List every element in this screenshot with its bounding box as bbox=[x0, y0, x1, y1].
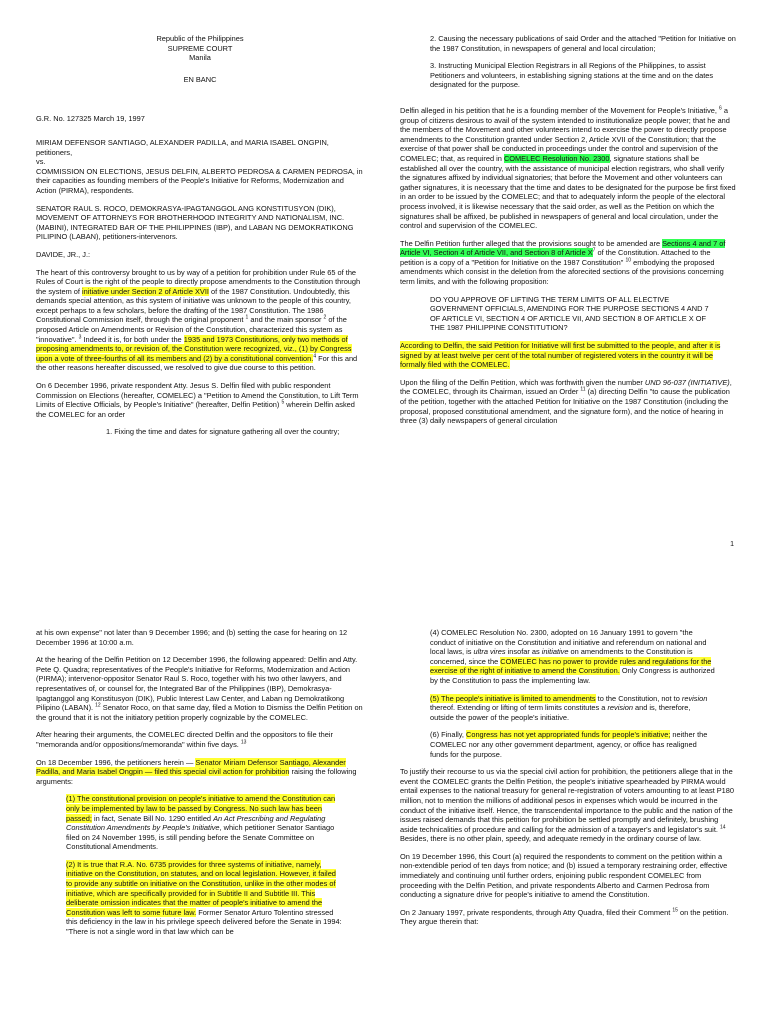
petitioners: MIRIAM DEFENSOR SANTIAGO, ALEXANDER PADILLA, and MARIA ISABEL ONGPIN, petitioners, bbox=[36, 137, 329, 157]
paragraph-delfin-filing: On 6 December 1996, private respondent Atty. Jesus S. Delfin filed with public respondent Commission on Elections (hereafter, COMELEC) a "Petition to Amend the Constitution, to Lift Term Limits of Elective Officials, by People's Initiative" (hereafter, Delfin Petition) $^5$ wherein Delfin asked the COMELEC for an order bbox=[36, 381, 359, 419]
paragraph-submission: According to Delfin, the said Petition for Initiative will first be submitted to the people, and after it is signed by at least twelve per cent of the total number of registered voters in the country it will be formally filed with the COMELEC. bbox=[400, 341, 721, 370]
ponente: DAVIDE, JR., J.: bbox=[36, 249, 91, 259]
intervenors: SENATOR RAUL S. ROCO, DEMOKRASYA-IPAGTANGGOL ANG KONSTITUSYON (DIK), MOVEMENT OF ATTORNEYS FOR BROTHERHOOD INTEGRITY AND NATIONALISM, INC. (MABINI), INTEGRATED BAR OF THE PHILIPPINES (IBP), and LABAN NG DEMOKRATIKONG PILIPINO (LABAN), petitioners-intervenors. bbox=[36, 203, 354, 242]
page2-left-column bbox=[36, 628, 364, 945]
paragraph-provisions: The Delfin Petition further alleged that the provisions sought to be amended are Sections 4 and 7 of Article VI, Section 4 of Article VII, and Section 8 of Article $X^7$ of the Constitution. Attached to the petition is a copy of a "Petition for Initiative on the 1987 Constitution" $^{10}$ embodying the proposed amendments which consist in the deletion from the aforecited sections of the provisions concerning term limits, and with the following proposition: bbox=[400, 238, 726, 287]
argument-4: (4) COMELEC Resolution No. 2300, adopted on 16 January 1991 to govern "the conduct of initiative on the Constitution and initiative and referendum on national and local laws, is ultra vires insofar as initiative on amendments to the Constitution is concerned, since the COMELEC has no power to provide rules and regulations for the exercise of the right of initiative to amend the Constitution. Only Congress is authorized by the Constitution to pass the implementing law. bbox=[430, 628, 715, 685]
page1-left-column bbox=[36, 34, 364, 445]
court-header: Republic of the Philippines SUPREME COURT Manila bbox=[156, 34, 244, 63]
paragraph-delfin-allegation: Delfin alleged in his petition that he is a founding member of the Movement for People's Initiative, $^6$ a group of citizens desirous to avail of the system intended to institutionalize people power; that he and the members of the Movement and other volunteers intend to exercise the power to directly propose amendments to the Constitution granted under Section 2, Article XVII of the Constitution; that the exercise of that power shall be conducted in proceedings under the control and supervision of the COMELEC; that, as required in COMELEC Resolution No. 2300, signature stations shall be established all over the country, with the assistance of municipal election registrars, who shall verify the signatures affixed by individual signatories; that before the Movement and other volunteers can gather signatures, it is necessary that the time and dates to be designated for the purpose be first fixed in an order to be issued by the COMELEC; and that to adequately inform the people of the electoral process involved, it is likewise necessary that the said order, as well as the Petition on which the signatures shall be affixed, be published in newspapers of general and local circulation, under the control and supervision of the COMELEC. bbox=[400, 105, 736, 231]
order-item-2: 2. Causing the necessary publications of said Order and the attached "Petition for Initiative on the 1987 Constitution, in newspapers of general and local circulation; bbox=[430, 34, 736, 53]
paragraph-intro: The heart of this controversy brought to us by way of a petition for prohibition under Rule 65 of the Rules of Court is the right of the people to directly propose amendments to the Constitution through the system of initiative under Section 2 of Article XVII of the 1987 Constitution. Undoubtedly, this demands special attention, as this system of initiative was unknown to the people of this country, except perhaps to a few scholars, before the drafting of the 1987 Constitution. The 1986 Constitutional Commission itself, through the original proponent $^1$ and the main sponsor $^2$ of the proposed Article on Amendments or Revision of the Constitution, characterized this system as "innovative". $^3$ Indeed it is, for both under the 1935 and 1973 Constitutions, only two methods of proposing amendments to, or revision of, the Constitution were recognized, viz., (1) by Congress upon a vote of three-fourths of all its members and (2) by a constitutional convention.$^4$ For this and the other reasons hereafter discussed, we resolved to give due course to this petition. bbox=[36, 267, 361, 373]
paragraph-memoranda: After hearing their arguments, the COMELEC directed Delfin and the oppositors to file their "memoranda and/or oppositions/memoranda" within five days. $^{13}$ bbox=[36, 730, 334, 749]
versus: vs. bbox=[36, 157, 46, 167]
argument-6: (6) Finally, Congress has not yet appropriated funds for people's initiative; neither the COMELEC nor any other government department, agency, or office has realigned funds for the purpose. bbox=[430, 730, 708, 759]
page1-right-column bbox=[400, 34, 736, 434]
page-separator bbox=[0, 570, 768, 618]
argument-2: (2) It is true that R.A. No. 6735 provides for three systems of initiative, namely, initiative on the Constitution, on statutes, and on local legislation. However, it failed to provide any subtitle on initiative on the Constitution, unlike in the other modes of initiative, which are specifically provided for in Subtitle II and Subtitle III. This deliberate omission indicates that the matter of people's initiative to amend the Constitution was left to some future law. Former Senator Arturo Tolentino stressed this deficiency in the law in his privilege speech delivered before the Senate in 1994: "There is not a single word in that law which can be bbox=[66, 859, 342, 937]
page-number: 1 bbox=[730, 541, 734, 548]
paragraph-petitioners-filing: On 18 December 1996, the petitioners herein — Senator Miriam Defensor Santiago, Alexander Padilla, and Maria Isabel Ongpin — filed this special civil action for prohibition raising the following arguments: bbox=[36, 757, 357, 786]
argument-5: (5) The people's initiative is limited to amendments to the Constitution, not to revision thereof. Extending or lifting of term limits constitutes a revision and is, therefore, outside the power of the people's initiative. bbox=[430, 693, 708, 722]
paragraph-hearing: At the hearing of the Delfin Petition on 12 December 1996, the following appeared: Delfin and Atty. Pete Q. Quadra; representatives of the People's Initiative for Reforms, Modernization and Action (PIRMA); intervenor-oppositor Senator Raul S. Roco, together with his two other lawyers, and representatives of, or counsel for, the Integrated Bar of the Philippines (IBP), Demokrasya-Ipagtanggol ang Konstitusyon (DIK), Public Interest Law Center, and Laban ng Demokratikong Pilipino (LABAN). $^{12}$ Senator Roco, on that same day, filed a Motion to Dismiss the Delfin Petition on the ground that it is not the initiatory petition properly cognizable by the COMELEC. bbox=[36, 655, 363, 722]
en-banc-label: EN BANC bbox=[183, 74, 217, 84]
paragraph-comment: On 2 January 1997, private respondents, through Atty Quadra, filed their Comment $^{15}$ on the petition. They argue therein that: bbox=[400, 907, 729, 927]
argument-1: (1) The constitutional provision on people's initiative to amend the Constitution can only be implemented by law to be passed by Congress. No such law has been passed; in fact, Senate Bill No. 1290 entitled An Act Prescribing and Regulating Constitution Amendments by People's Initiative, which petitioner Senator Santiago filed on 24 November 1995, is still pending before the Senate Committee on Constitutional Amendments. bbox=[66, 794, 336, 852]
document-page-2 bbox=[0, 618, 768, 1024]
order-item-3: 3. Instructing Municipal Election Registrars in all Regions of the Philippines, to assist Petitioners and volunteers, in establishing signing stations at the time and on the dates designated for the purpose. bbox=[430, 61, 714, 90]
paragraph-expense: at his own expense" not later than 9 December 1996; and (b) setting the case for hearing on 12 December 1996 at 10:00 a.m. bbox=[36, 628, 348, 647]
paragraph-comelec-order: Upon the filing of the Delfin Petition, which was forthwith given the number UND 96-037 (INITIATIVE), the COMELEC, through its Chairman, issued an Order $^{11}$ (a) directing Delfin "to cause the publication of the petition, together with the attached Petition for Initiative on the 1987 Constitution (including the proposal, proposed constitutional amendment, and the signature form), and the notice of hearing in three (3) daily newspapers of general circulation bbox=[400, 377, 732, 426]
respondents: COMMISSION ON ELECTIONS, JESUS DELFIN, ALBERTO PEDROSA & CARMEN PEDROSA, in their capacities as founding members of the People's Initiative for Reforms, Modernization and Action (PIRMA), respondents. bbox=[36, 166, 363, 195]
page2-right-column bbox=[400, 628, 736, 935]
proposition-quote: DO YOU APPROVE OF LIFTING THE TERM LIMITS OF ALL ELECTIVE GOVERNMENT OFFICIALS, AMENDING FOR THE PURPOSE SECTIONS 4 AND 7 OF ARTICLE VI, SECTION 4 OF ARTICLE VII, AND SECTION 8 OF ARTICLE X OF THE 1987 PHILIPPINE CONSTITUTION? bbox=[430, 294, 709, 333]
order-item-1: 1. Fixing the time and dates for signature gathering all over the country; bbox=[106, 427, 340, 437]
paragraph-justification: To justify their recourse to us via the special civil action for prohibition, the petitioners allege that in the event the COMELEC grants the Delfin Petition, the people's initiative spearheaded by PIRMA would entail expenses to the national treasury for general re-registration of voters amounting to at least P180 million, not to mention the millions of additional pesos in expenses which would be incurred in the conduct of the initiative itself. Hence, the transcendental importance to the public and the nation of the issues raised demands that this petition for prohibition be settled promptly and definitely, brushing aside technicalities of procedure and calling for the admission of a taxpayer's and legislator's suit. $^{14}$ Besides, there is no other plain, speedy, and adequate remedy in the ordinary course of law. bbox=[400, 767, 735, 844]
paragraph-tro: On 19 December 1996, this Court (a) required the respondents to comment on the petition within a non-extendible period of ten days from notice; and (b) issued a temporary restraining order, effective immediately and continuing until further orders, enjoining public respondent COMELEC from proceeding with the Delfin Petition, and private respondents Alberto and Carmen Pedrosa from conducting a signature drive for people's initiative to amend the Constitution. bbox=[400, 851, 728, 900]
case-number: G.R. No. 127325 March 19, 1997 bbox=[36, 114, 145, 124]
